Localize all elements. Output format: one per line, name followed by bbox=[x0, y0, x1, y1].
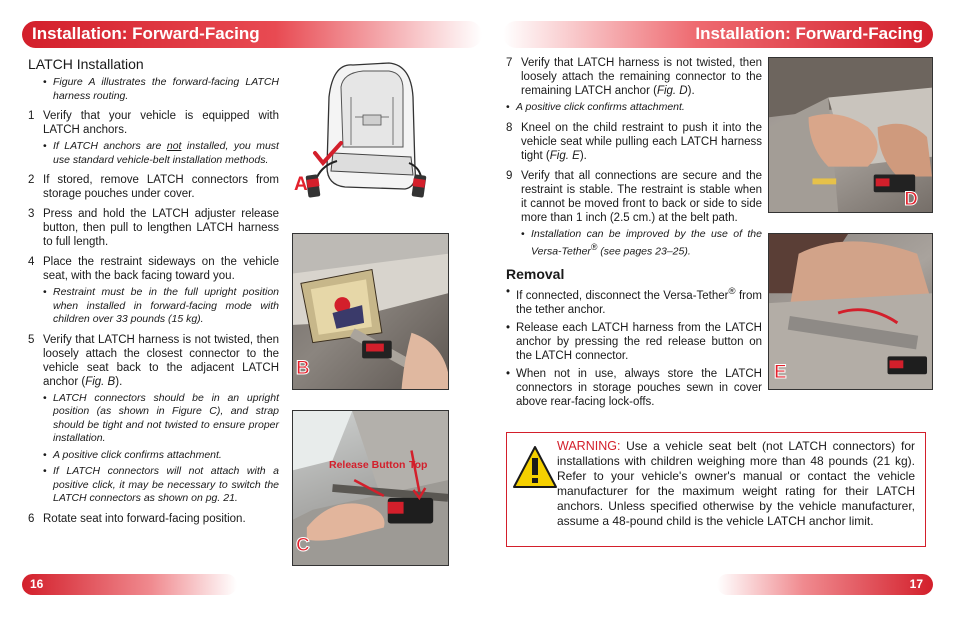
figure-a bbox=[293, 57, 449, 212]
figure-e-label: E bbox=[774, 362, 787, 383]
warning-label: WARNING: bbox=[557, 439, 621, 453]
figure-d bbox=[768, 57, 933, 213]
figure-d-label: D bbox=[904, 189, 918, 210]
page-number-left: 16 bbox=[30, 577, 44, 591]
figure-c-label: C bbox=[296, 535, 310, 556]
step-5-note: • A positive click confirms attachment. bbox=[43, 448, 222, 461]
step-9: 9 Verify that all connections are secure and the restraint is stable. The restraint is stable when it cannot be moved front to back or side to side more than 1 inch (2.5 cm.) at the belt path. bbox=[506, 169, 762, 224]
bullet: • bbox=[43, 391, 47, 404]
step-6: 6 Rotate seat into forward-facing position. bbox=[28, 512, 246, 525]
warning-box bbox=[506, 432, 926, 547]
figure-a-label: A bbox=[294, 174, 308, 195]
release-button-callout: Release Button bbox=[329, 459, 406, 471]
step-3: 3 Press and hold the LATCH adjuster release button, then pull to lengthen LATCH harness to full length. bbox=[28, 208, 279, 248]
page-number-right: 17 bbox=[909, 577, 923, 591]
bullet: • bbox=[506, 101, 510, 113]
right-page-footer bbox=[717, 574, 933, 595]
right-text-column bbox=[506, 56, 762, 409]
left-page-title: Installation: Forward-Facing bbox=[32, 24, 260, 43]
step-7-note: • A positive click confirms attachment. bbox=[506, 101, 685, 113]
bullet: • bbox=[506, 367, 511, 380]
bullet: • bbox=[43, 465, 47, 477]
warning-text bbox=[557, 439, 915, 529]
bullet: • bbox=[506, 321, 511, 334]
step-1: 1 Verify that your vehicle is equipped with LATCH anchors. bbox=[28, 110, 279, 136]
step-1-note: • If LATCH anchors are not installed, you must use standard vehicle-belt installation methods. bbox=[43, 140, 279, 166]
bullet: • bbox=[43, 140, 47, 152]
car-seat-line-drawing bbox=[293, 57, 449, 212]
step-4: 4 Place the restraint sideways on the vehicle seat, with the back facing toward you. bbox=[28, 256, 279, 282]
figure-c bbox=[292, 410, 449, 566]
intro-note: • Figure A illustrates the forward-facing LATCH harness routing. bbox=[43, 76, 279, 102]
photo-e-tighten-harness bbox=[769, 234, 932, 389]
photo-b-latch-connector bbox=[293, 234, 448, 389]
step-9-note: • Installation can be improved by the use of the Versa-Tether® (see pages 23–25). bbox=[521, 227, 762, 258]
figure-e bbox=[768, 233, 933, 390]
section-title: LATCH Installation bbox=[28, 56, 144, 72]
right-page-header bbox=[503, 21, 933, 48]
step-5-note: • If LATCH connectors will not attach with a positive click, it may be necessary to switch the LATCH connectors as shown on pg. 21. bbox=[43, 465, 279, 504]
bullet: • bbox=[521, 227, 525, 240]
figure-b bbox=[292, 233, 449, 390]
removal-title: Removal bbox=[506, 266, 565, 282]
step-7: 7 Verify that LATCH harness is not twisted, then loosely attach the remaining connector to the remaining LATCH anchor (Fig. D). bbox=[506, 57, 762, 97]
step-2: 2 If stored, remove LATCH connectors from storage pouches under cover. bbox=[28, 174, 279, 200]
photo-c-release-button bbox=[293, 411, 448, 565]
step-8: 8 Kneel on the child restraint to push it into the vehicle seat while pulling each LATCH harness tight (Fig. E). bbox=[506, 121, 762, 162]
figure-b-label: B bbox=[296, 358, 310, 379]
bullet: • bbox=[43, 76, 47, 88]
left-page-header bbox=[22, 21, 482, 48]
bullet: • bbox=[43, 286, 47, 298]
step-5-note: • LATCH connectors should be in an upright position (as shown in Figure C), and strap should be tight and not twisted to ensure proper installation. bbox=[43, 391, 279, 444]
right-page-title: Installation: Forward-Facing bbox=[695, 24, 923, 43]
left-text-column bbox=[28, 56, 279, 526]
warning-body: Use a vehicle seat belt (not LATCH connectors) for installations with children weighing more than 48 pounds (21 kg). Refer to your vehicle's owner's manual or contact the vehicle manufacturer for the maximum weight rating for their LATCH anchors. Unless specified otherwise by the vehicle manufacturer, assume a 48-pound child is the vehicle LATCH anchor limit. bbox=[557, 439, 915, 528]
bullet: • bbox=[506, 286, 511, 298]
step-5: 5 Verify that LATCH harness is not twisted, then loosely attach the closest connector to the vehicle seat back to the adjacent LATCH anchor (Fig. B). bbox=[28, 333, 279, 388]
removal-item: • Release each LATCH harness from the LATCH anchor by pressing the red release button on the LATCH connector. bbox=[506, 321, 762, 362]
top-callout: Top bbox=[409, 459, 428, 471]
bullet: • bbox=[43, 448, 47, 461]
removal-item: • If connected, disconnect the Versa-Tether® from the tether anchor. bbox=[506, 286, 762, 316]
step-4-note: • Restraint must be in the full upright position when installed in forward-facing mode with children over 33 pounds (15 kg). bbox=[43, 286, 279, 325]
left-page-footer bbox=[22, 574, 237, 595]
removal-item: • When not in use, always store the LATCH connectors in storage pouches sewn in cover above rear-facing lock-offs. bbox=[506, 367, 762, 408]
warning-triangle-icon bbox=[512, 445, 558, 489]
